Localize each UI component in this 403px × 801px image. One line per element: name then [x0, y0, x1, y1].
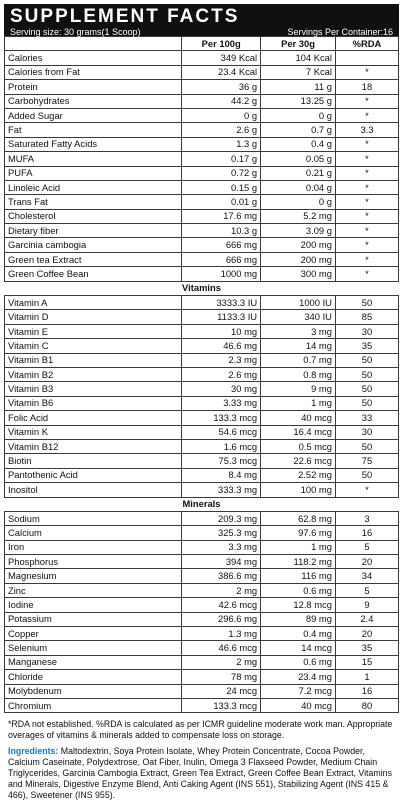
per-100g-value: 1133.3 IU [182, 310, 261, 324]
rda-value: 50 [335, 367, 398, 381]
rda-value: 50 [335, 382, 398, 396]
nutrient-name: Vitamin B6 [5, 396, 182, 410]
per-100g-value: 349 Kcal [182, 51, 261, 65]
column-header-per-100g: Per 100g [182, 37, 261, 51]
nutrient-name: Vitamin E [5, 324, 182, 338]
per-30g-value: 62.8 mg [261, 511, 336, 525]
nutrient-name: Garcinia cambogia [5, 238, 182, 252]
per-30g-value: 11 g [261, 80, 336, 94]
table-row [5, 698, 399, 712]
per-100g-value: 133.3 mcg [182, 698, 261, 712]
per-30g-value: 104 Kcal [261, 51, 336, 65]
rda-value: * [335, 267, 398, 281]
nutrient-name: Calories from Fat [5, 65, 182, 79]
per-30g-value: 200 mg [261, 238, 336, 252]
nutrient-name: Green tea Extract [5, 252, 182, 266]
rda-value: * [335, 224, 398, 238]
per-30g-value: 13.25 g [261, 94, 336, 108]
per-100g-value: 0.15 g [182, 180, 261, 194]
ingredients-paragraph [8, 746, 395, 801]
serving-info [10, 27, 393, 37]
per-100g-value: 0.01 g [182, 195, 261, 209]
nutrient-name: Potassium [5, 612, 182, 626]
nutrient-name: Vitamin C [5, 339, 182, 353]
per-30g-value: 0.8 mg [261, 367, 336, 381]
per-30g-value: 7.2 mcg [261, 684, 336, 698]
per-100g-value: 2 mg [182, 655, 261, 669]
per-100g-value: 2 mg [182, 583, 261, 597]
per-30g-value: 0.21 g [261, 166, 336, 180]
per-100g-value: 0.17 g [182, 152, 261, 166]
nutrient-name: Green Coffee Bean [5, 267, 182, 281]
rda-value: 30 [335, 324, 398, 338]
per-30g-value: 0.5 mcg [261, 439, 336, 453]
per-30g-value: 1 mg [261, 396, 336, 410]
nutrient-name: Chromium [5, 698, 182, 712]
nutrient-name: MUFA [5, 152, 182, 166]
rda-value: 50 [335, 296, 398, 310]
per-30g-value: 0.05 g [261, 152, 336, 166]
per-30g-value: 0 g [261, 195, 336, 209]
rda-value: 33 [335, 411, 398, 425]
per-100g-value: 78 mg [182, 670, 261, 684]
vitamins-section-header-label: Vitamins [5, 281, 399, 295]
table-row [5, 152, 399, 166]
nutrient-name: Fat [5, 123, 182, 137]
per-100g-value: 296.6 mg [182, 612, 261, 626]
table-row [5, 195, 399, 209]
table-row [5, 511, 399, 525]
nutrient-name: Vitamin A [5, 296, 182, 310]
nutrient-name: Vitamin D [5, 310, 182, 324]
nutrient-name: Vitamin K [5, 425, 182, 439]
rda-value: 5 [335, 540, 398, 554]
table-row [5, 94, 399, 108]
table-row [5, 555, 399, 569]
per-30g-value: 7 Kcal [261, 65, 336, 79]
table-row [5, 411, 399, 425]
nutrient-name: Iodine [5, 598, 182, 612]
per-100g-value: 209.3 mg [182, 511, 261, 525]
nutrient-name: Saturated Fatty Acids [5, 137, 182, 151]
rda-value: 3 [335, 511, 398, 525]
per-30g-value: 22.6 mcg [261, 454, 336, 468]
table-row [5, 123, 399, 137]
rda-value: * [335, 137, 398, 151]
nutrient-name: Molybdenum [5, 684, 182, 698]
per-100g-value: 3333.3 IU [182, 296, 261, 310]
rda-value: 50 [335, 439, 398, 453]
per-100g-value: 24 mcg [182, 684, 261, 698]
nutrient-name: PUFA [5, 166, 182, 180]
table-row [5, 353, 399, 367]
per-30g-value: 2.52 mg [261, 468, 336, 482]
table-row [5, 137, 399, 151]
nutrient-name: Iron [5, 540, 182, 554]
table-row [5, 583, 399, 597]
table-row [5, 51, 399, 65]
per-100g-value: 8.4 mg [182, 468, 261, 482]
rda-value: 50 [335, 353, 398, 367]
per-30g-value: 23.4 mg [261, 670, 336, 684]
servings-per-container: Servings Per Container:16 [287, 27, 393, 37]
table-row [5, 396, 399, 410]
per-30g-value: 1 mg [261, 540, 336, 554]
per-100g-value: 1000 mg [182, 267, 261, 281]
nutrient-name: Vitamin B3 [5, 382, 182, 396]
per-100g-value: 30 mg [182, 382, 261, 396]
rda-value: * [335, 483, 398, 497]
nutrient-name: Carbohydrates [5, 94, 182, 108]
per-100g-value: 2.6 mg [182, 367, 261, 381]
per-100g-value: 44.2 g [182, 94, 261, 108]
per-30g-value: 89 mg [261, 612, 336, 626]
table-row [5, 324, 399, 338]
per-30g-value: 14 mcg [261, 641, 336, 655]
rda-value: * [335, 65, 398, 79]
table-row [5, 296, 399, 310]
nutrient-name: Sodium [5, 511, 182, 525]
per-100g-value: 17.6 mg [182, 209, 261, 223]
nutrient-name: Zinc [5, 583, 182, 597]
table-row [5, 382, 399, 396]
table-row [5, 339, 399, 353]
per-100g-value: 333.3 mg [182, 483, 261, 497]
per-30g-value: 9 mg [261, 382, 336, 396]
rda-value: 35 [335, 339, 398, 353]
per-30g-value: 1000 IU [261, 296, 336, 310]
nutrient-name: Calcium [5, 526, 182, 540]
per-100g-value: 46.6 mcg [182, 641, 261, 655]
nutrition-table-body [5, 37, 399, 713]
nutrient-name: Vitamin B1 [5, 353, 182, 367]
rda-value: * [335, 195, 398, 209]
per-100g-value: 3.33 mg [182, 396, 261, 410]
rda-value: 16 [335, 526, 398, 540]
table-row [5, 180, 399, 194]
nutrient-name: Magnesium [5, 569, 182, 583]
table-row [5, 540, 399, 554]
rda-value: 34 [335, 569, 398, 583]
nutrient-name: Dietary fiber [5, 224, 182, 238]
table-row [5, 367, 399, 381]
rda-value: * [335, 94, 398, 108]
rda-value: 3.3 [335, 123, 398, 137]
nutrient-name: Cholesterol [5, 209, 182, 223]
serving-size: Serving size: 30 grams(1 Scoop) [10, 27, 141, 37]
table-row [5, 598, 399, 612]
table-row [5, 166, 399, 180]
rda-value: 9 [335, 598, 398, 612]
rda-value: 20 [335, 555, 398, 569]
per-30g-value: 118.2 mg [261, 555, 336, 569]
nutrient-name: Calories [5, 51, 182, 65]
column-header-per-30g: Per 30g [261, 37, 336, 51]
table-row [5, 238, 399, 252]
rda-value: 30 [335, 425, 398, 439]
column-header-row [5, 37, 399, 51]
table-row [5, 310, 399, 324]
per-30g-value: 0.7 g [261, 123, 336, 137]
table-row [5, 65, 399, 79]
per-100g-value: 2.6 g [182, 123, 261, 137]
per-100g-value: 46.6 mg [182, 339, 261, 353]
per-30g-value: 0.6 mg [261, 655, 336, 669]
per-100g-value: 10.3 g [182, 224, 261, 238]
ingredients-text: Maltodextrin, Soya Protein Isolate, Whey Protein Concentrate, Cocoa Powder, Calcium Caseinate, Polydextrose, Oat Fiber, Inulin, Omega 3 Flaxseed Powder, Medium Chain Triglycerides, Garcinia Cambogia Extract, Green Tea Extract, Green Coffee Bean Extract, Vitamins and Minerals, Digestive Enzyme Blend, Anti Caking Agent (INS 551), Stabilizing Agent (INS 415 & 466), Sweetener (INS 955). [8, 746, 392, 801]
per-100g-value: 394 mg [182, 555, 261, 569]
per-100g-value: 75.3 mcg [182, 454, 261, 468]
table-row [5, 224, 399, 238]
per-100g-value: 666 mg [182, 252, 261, 266]
rda-value: 1 [335, 670, 398, 684]
per-30g-value: 3.09 g [261, 224, 336, 238]
per-100g-value: 386.6 mg [182, 569, 261, 583]
per-30g-value: 16.4 mcg [261, 425, 336, 439]
nutrient-name: Vitamin B12 [5, 439, 182, 453]
per-100g-value: 23.4 Kcal [182, 65, 261, 79]
table-row [5, 526, 399, 540]
nutrient-name: Phosphorus [5, 555, 182, 569]
table-row [5, 252, 399, 266]
nutrient-name: Biotin [5, 454, 182, 468]
per-100g-value: 2.3 mg [182, 353, 261, 367]
nutrient-name: Inositol [5, 483, 182, 497]
rda-value: * [335, 238, 398, 252]
minerals-section-header [5, 497, 399, 511]
rda-value: 16 [335, 684, 398, 698]
nutrient-name: Protein [5, 80, 182, 94]
per-30g-value: 0.04 g [261, 180, 336, 194]
supplement-facts-panel [4, 4, 399, 801]
rda-value: 20 [335, 627, 398, 641]
nutrient-name: Added Sugar [5, 108, 182, 122]
per-30g-value: 14 mg [261, 339, 336, 353]
per-30g-value: 0 g [261, 108, 336, 122]
per-100g-value: 1.6 mcg [182, 439, 261, 453]
per-30g-value: 40 mcg [261, 411, 336, 425]
rda-value: 18 [335, 80, 398, 94]
table-row [5, 454, 399, 468]
rda-value: 75 [335, 454, 398, 468]
table-row [5, 468, 399, 482]
table-row [5, 267, 399, 281]
per-30g-value: 100 mg [261, 483, 336, 497]
facts-title: SUPPLEMENT FACTS [10, 6, 240, 27]
nutrient-name: Folic Acid [5, 411, 182, 425]
per-100g-value: 54.6 mcg [182, 425, 261, 439]
rda-value: 50 [335, 396, 398, 410]
table-row [5, 612, 399, 626]
per-100g-value: 666 mg [182, 238, 261, 252]
per-100g-value: 3.3 mg [182, 540, 261, 554]
table-row [5, 670, 399, 684]
per-30g-value: 3 mg [261, 324, 336, 338]
table-row [5, 641, 399, 655]
per-30g-value: 97.6 mg [261, 526, 336, 540]
table-row [5, 483, 399, 497]
rda-value: 2.4 [335, 612, 398, 626]
table-row [5, 655, 399, 669]
rda-value: 80 [335, 698, 398, 712]
table-row [5, 569, 399, 583]
facts-header [4, 4, 399, 36]
rda-value: * [335, 166, 398, 180]
table-row [5, 108, 399, 122]
rda-footnote: *RDA not established. %RDA is calculated as per ICMR guideline moderate work man. Appropriate overages of vitamins & minerals added to compensate loss on storage. [8, 719, 393, 741]
nutrient-name: Copper [5, 627, 182, 641]
per-30g-value: 340 IU [261, 310, 336, 324]
per-100g-value: 36 g [182, 80, 261, 94]
nutrient-name: Selenium [5, 641, 182, 655]
per-30g-value: 0.4 g [261, 137, 336, 151]
table-row [5, 684, 399, 698]
per-100g-value: 0.72 g [182, 166, 261, 180]
per-30g-value: 0.4 mg [261, 627, 336, 641]
table-row [5, 439, 399, 453]
rda-value: 50 [335, 468, 398, 482]
rda-value: 5 [335, 583, 398, 597]
nutrient-name: Trans Fat [5, 195, 182, 209]
per-100g-value: 1.3 mg [182, 627, 261, 641]
rda-value: * [335, 108, 398, 122]
per-100g-value: 1.3 g [182, 137, 261, 151]
per-30g-value: 116 mg [261, 569, 336, 583]
rda-value: 35 [335, 641, 398, 655]
rda-value: * [335, 180, 398, 194]
vitamins-section-header [5, 281, 399, 295]
rda-value: * [335, 209, 398, 223]
nutrient-name: Vitamin B2 [5, 367, 182, 381]
per-100g-value: 42.6 mcg [182, 598, 261, 612]
per-30g-value: 300 mg [261, 267, 336, 281]
column-header-rda: %RDA [335, 37, 398, 51]
nutrition-table [4, 36, 399, 713]
table-row [5, 209, 399, 223]
column-header-blank [5, 37, 182, 51]
ingredients-label: Ingredients: [8, 746, 59, 757]
table-row [5, 425, 399, 439]
footnotes [4, 719, 399, 801]
per-30g-value: 0.7 mg [261, 353, 336, 367]
nutrient-name: Chloride [5, 670, 182, 684]
rda-value: 15 [335, 655, 398, 669]
per-30g-value: 0.6 mg [261, 583, 336, 597]
table-row [5, 627, 399, 641]
per-100g-value: 325.3 mg [182, 526, 261, 540]
rda-value: * [335, 152, 398, 166]
nutrient-name: Manganese [5, 655, 182, 669]
per-30g-value: 5.2 mg [261, 209, 336, 223]
nutrient-name: Linoleic Acid [5, 180, 182, 194]
per-30g-value: 200 mg [261, 252, 336, 266]
rda-value: * [335, 252, 398, 266]
rda-value: 85 [335, 310, 398, 324]
table-row [5, 80, 399, 94]
per-30g-value: 40 mcg [261, 698, 336, 712]
minerals-section-header-label: Minerals [5, 497, 399, 511]
rda-value [335, 51, 398, 65]
nutrient-name: Pantothenic Acid [5, 468, 182, 482]
per-30g-value: 12.8 mcg [261, 598, 336, 612]
per-100g-value: 0 g [182, 108, 261, 122]
per-100g-value: 10 mg [182, 324, 261, 338]
per-100g-value: 133.3 mcg [182, 411, 261, 425]
